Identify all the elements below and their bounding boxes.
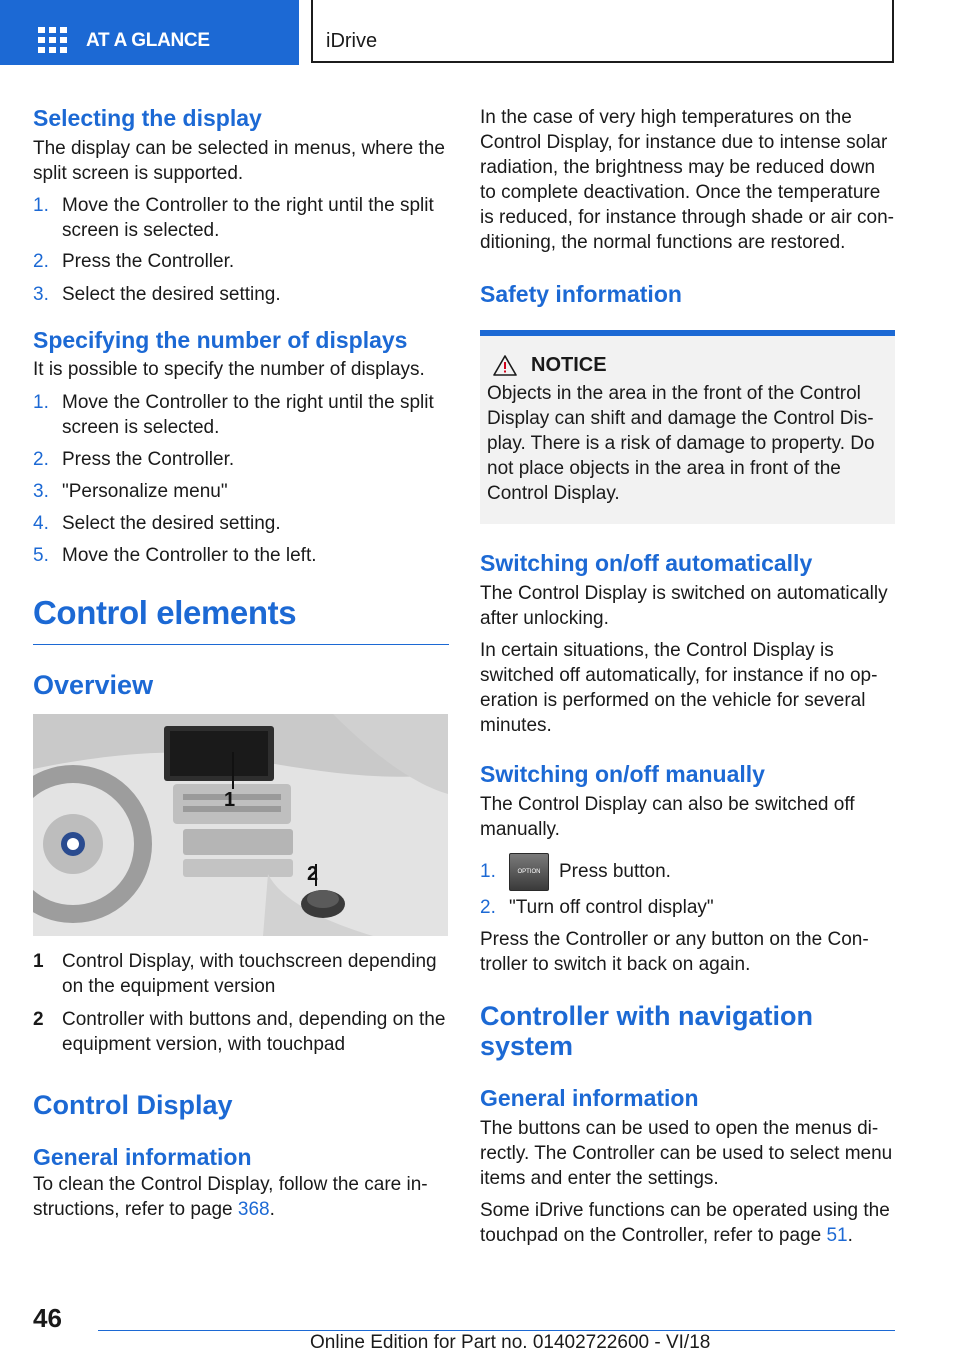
step-number: 3. [33,284,49,305]
step-text: Select the desired setting. [62,513,281,534]
chapter-header [311,0,894,63]
cleaning-text-body: To clean the Control Display, follow the care in-structions, refer to page [33,1174,428,1220]
step-text: "Turn off control display" [509,897,714,919]
section-label: AT A GLANCE [86,30,210,51]
edition-text: Online Edition for Part no. 01402722600 - VI/18 [310,1332,711,1353]
legend-number: 2 [33,1009,44,1030]
section-tab[interactable] [0,0,299,65]
specifying-heading: Specifying the number of displays [33,327,408,353]
callout-2: 2 [307,863,319,885]
step-number: 2. [480,897,496,919]
auto-switch-text-2: In certain situations, the Control Display is switched off automatically, for instance if no op-eration is performed on the vehicle for several minutes. [480,640,878,736]
selecting-display-heading: Selecting the display [33,105,262,131]
list-item [480,853,895,891]
cleaning-text [33,1172,449,1222]
step-text: Press the Controller. [62,251,235,272]
nav-text-2-body: Some iDrive functions can be operated using the touchpad on the Controller, refer to page [480,1200,890,1247]
manual-switch-heading: Switching on/off manually [480,761,765,787]
step-number: 1. [480,861,496,882]
nav-text-2 [480,1198,895,1248]
option-button-icon: OPTION [509,853,549,891]
legend-text: Controller with buttons and, depending on the equipment version, with touchpad [62,1009,446,1055]
legend-number: 1 [33,951,44,972]
list-item [33,390,449,440]
nav-general-heading: General information [480,1085,699,1112]
selecting-intro: The display can be selected in menus, where the split screen is supported. [33,138,445,184]
footer-rule [98,1330,895,1331]
notice-text: Objects in the area in the front of the Control Display can shift and damage the Control Dis-play. There is a risk of damage to property. Do not place objects in the area in front of the Control Display. [487,383,875,504]
step-text: Select the desired setting. [62,284,281,305]
notice-box [480,330,895,524]
switch-back-text: Press the Controller or any button on the Con-troller to switch it back on again. [480,929,869,976]
right-column [480,100,895,1248]
auto-switch-text-1: The Control Display is switched on automatically after unlocking. [480,583,888,629]
legend-item [33,949,449,999]
step-number: 1. [33,195,49,216]
controller-navigation-heading: Controller with navigation system [480,1001,814,1062]
control-elements-heading: Control elements [33,594,297,631]
warning-triangle-icon [493,355,517,376]
nav-text-1: The buttons can be used to open the menus di-rectly. The Controller can be used to select menu items and enter the settings. [480,1118,893,1190]
manual-switch-text: The Control Display can also be switched off manually. [480,794,855,840]
manual-switch-steps [480,853,895,920]
list-item [33,282,449,307]
page-reference-link[interactable]: 368 [237,1199,270,1220]
list-item [33,543,449,568]
step-text: Move the Controller to the right until the split screen is selected. [62,195,434,241]
selecting-steps [33,193,449,307]
legend-item [33,1007,449,1057]
step-text: "Personalize menu" [62,481,228,502]
period: . [269,1199,275,1220]
step-text: Press button. [559,861,671,883]
page-number: 46 [33,1303,62,1333]
step-text: Move the Controller to the right until the split screen is selected. [62,392,434,438]
step-number: 1. [33,392,49,413]
step-number: 2. [33,449,49,470]
auto-switch-heading: Switching on/off automatically [480,550,813,576]
period: . [847,1225,853,1247]
page-reference-link[interactable]: 51 [826,1225,848,1247]
control-display-heading: Control Display [33,1090,233,1120]
general-information-heading: General information [33,1144,252,1170]
cockpit-photo [33,714,448,936]
list-item [33,511,449,536]
overview-legend [33,949,449,1057]
legend-text: Control Display, with touchscreen depending on the equipment version [62,951,437,997]
list-item [33,193,449,243]
section-rule [33,644,449,645]
chapter-label: iDrive [326,30,378,52]
step-number: 4. [33,513,49,534]
step-number: 5. [33,545,49,566]
list-item [33,447,449,472]
overview-heading: Overview [33,670,154,700]
list-item [33,479,449,504]
left-column [33,100,449,1222]
specifying-intro: It is possible to specify the number of displays. [33,359,425,380]
notice-title: NOTICE [531,354,607,376]
safety-heading: Safety information [480,281,682,307]
step-number: 2. [33,251,49,272]
step-number: 3. [33,481,49,502]
list-item [480,895,895,920]
notice-header [493,354,888,377]
high-temperature-text: In the case of very high temperatures on the Control Display, for instance due to intense solar radiation, the brightness may be reduced down to complete deactivation. Once the temperature is reduced, for instance through shade or air con-ditioning, the normal functions are restored. [480,107,895,253]
callout-1: 1 [224,789,236,811]
cockpit-illustration [33,714,448,936]
step-text: Press the Controller. [62,449,235,470]
step-text: Move the Controller to the left. [62,545,317,566]
specifying-steps [33,390,449,568]
list-item [33,249,449,274]
grid-icon [38,27,68,53]
